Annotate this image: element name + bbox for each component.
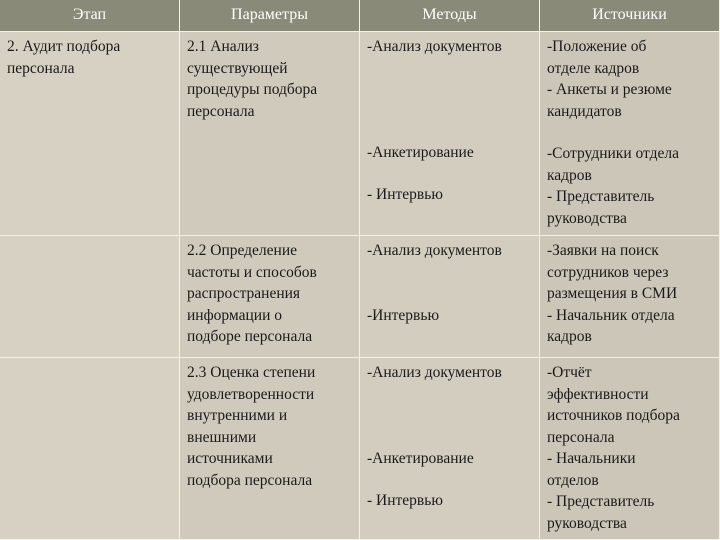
source-line: -Заявки на поиск	[547, 242, 659, 259]
methods-cell	[360, 358, 540, 540]
param-line: источниками	[187, 450, 273, 467]
param-line: подборе персонала	[187, 328, 313, 345]
sources-cell	[540, 236, 720, 358]
stage-cell-empty	[0, 236, 180, 358]
header-parameters: Параметры	[180, 0, 360, 32]
param-line: персонала	[187, 102, 255, 120]
header-methods: Методы	[360, 0, 540, 32]
stage-text: персонала	[7, 59, 75, 77]
stage-cell-empty	[0, 358, 180, 540]
param-line: распространения	[187, 285, 301, 302]
stage-cell	[0, 32, 180, 236]
param-line: внешними	[187, 428, 257, 446]
methods-cell	[360, 236, 540, 358]
source-line: - Начальник отдела	[547, 306, 675, 324]
param-line: удовлетворенности	[187, 385, 315, 403]
source-line: - Представитель	[547, 493, 655, 510]
source-line: персонала	[547, 428, 615, 446]
source-line: эффективности	[547, 385, 649, 403]
source-line: руководства	[547, 209, 627, 227]
source-line: отделов	[547, 471, 599, 489]
method-line: -Анализ документов	[367, 38, 502, 55]
source-line: кадров	[547, 328, 592, 345]
source-line: источников подбора	[547, 407, 680, 424]
source-line: отделе кадров	[547, 59, 640, 77]
param-cell	[180, 236, 360, 358]
header-stage: Этап	[0, 0, 180, 32]
stage-text: 2. Аудит подбора	[7, 38, 121, 55]
param-line: 2.3 Оценка степени	[187, 364, 316, 381]
method-line: -Интервью	[367, 306, 440, 324]
source-line: - Анкеты и резюме	[547, 81, 672, 98]
param-cell	[180, 358, 360, 540]
source-line: сотрудников через	[547, 263, 669, 281]
source-line: - Начальники	[547, 450, 636, 467]
method-line: -Анализ документов	[367, 242, 502, 259]
param-line: процедуры подбора	[187, 81, 318, 98]
source-line: кадров	[547, 166, 592, 184]
method-line: -Анализ документов	[367, 364, 502, 381]
param-cell	[180, 32, 360, 236]
method-line: - Интервью	[367, 492, 443, 509]
param-line: частоты и способов	[187, 263, 317, 281]
source-line: -Сотрудники отдела	[547, 145, 679, 162]
method-line: -Анкетирование	[367, 449, 474, 467]
methods-cell	[360, 32, 540, 236]
source-line: руководства	[547, 514, 627, 532]
param-line: существующей	[187, 59, 288, 77]
source-line: размещения в СМИ	[547, 285, 678, 302]
param-line: подбора персонала	[187, 471, 313, 489]
method-line: -Анкетирование	[367, 143, 474, 161]
source-line: кандидатов	[547, 102, 622, 120]
header-sources: Источники	[540, 0, 720, 32]
param-line: информации о	[187, 306, 282, 324]
param-line: 2.2 Определение	[187, 242, 298, 259]
param-line: внутренними и	[187, 407, 288, 424]
param-line: 2.1 Анализ	[187, 38, 259, 55]
source-line: -Отчёт	[547, 364, 592, 381]
sources-cell	[540, 358, 720, 540]
source-line: -Положение об	[547, 38, 647, 55]
source-line: - Представитель	[547, 188, 655, 205]
sources-cell	[540, 32, 720, 236]
method-line: - Интервью	[367, 186, 443, 203]
